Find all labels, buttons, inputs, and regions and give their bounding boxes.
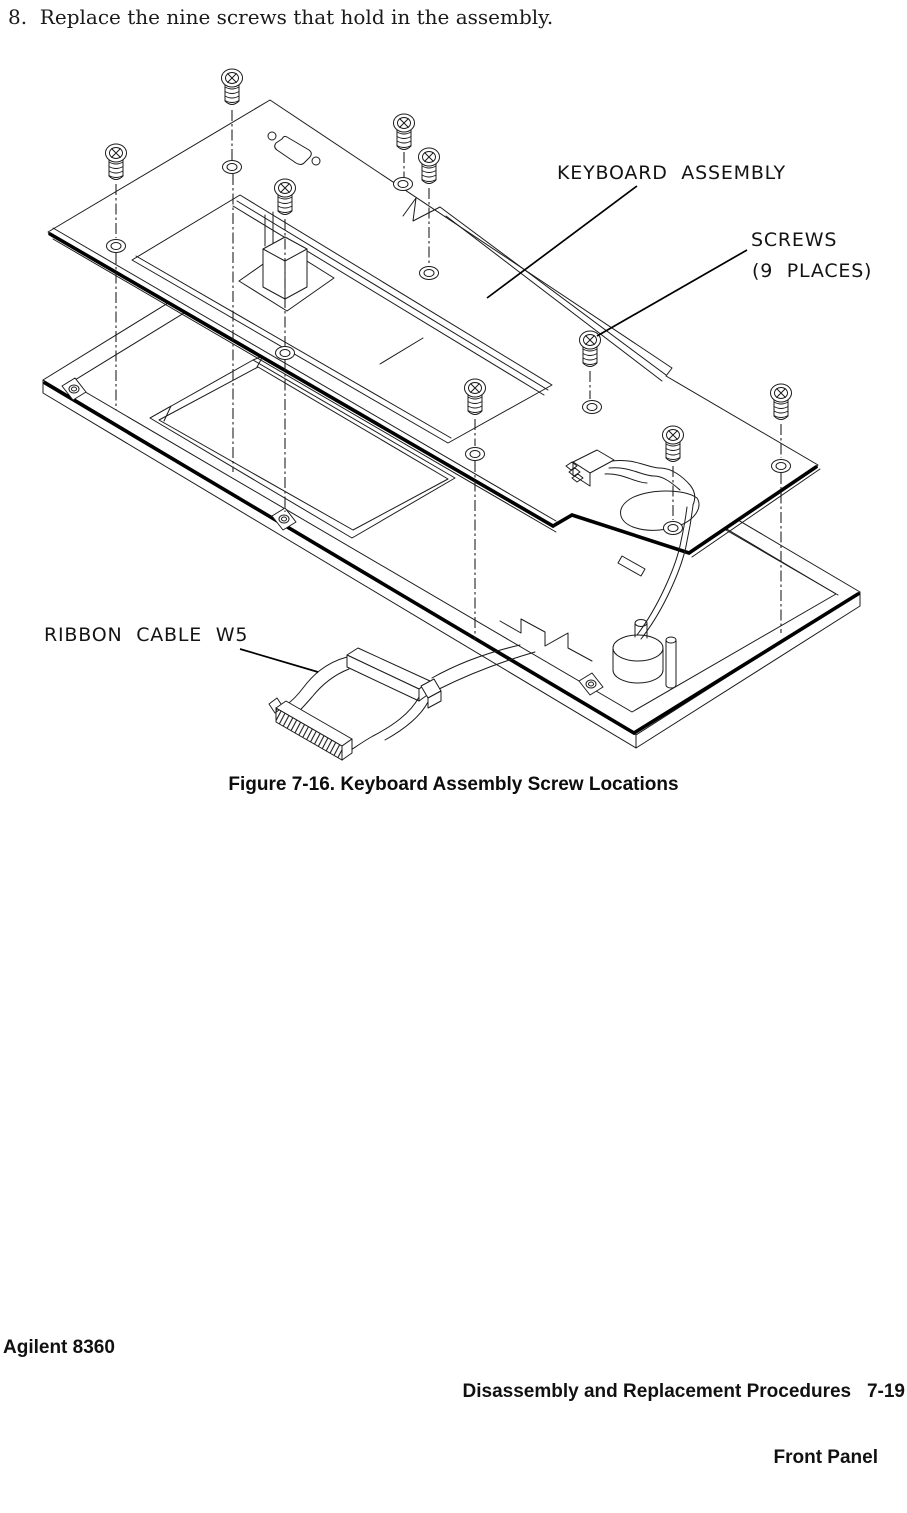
screw-hole-3: [420, 267, 439, 280]
screws-places-label: (9 PLACES): [752, 260, 873, 282]
screw-4: [106, 144, 127, 180]
screws-leader-line: [597, 250, 747, 336]
screw-hole-1: [223, 161, 242, 174]
footer-section: [463, 1337, 905, 1513]
screw-hole-5: [276, 347, 295, 360]
footer-subsection: Front Panel: [773, 1447, 878, 1468]
screw-hole-9: [772, 460, 791, 473]
screw-hole-4: [107, 240, 126, 253]
screw-2: [394, 114, 415, 150]
ribbon-cable-leader-line: [240, 649, 318, 672]
screw-8: [663, 426, 684, 462]
ribbon-cable-label: RIBBON CABLE W5: [44, 624, 249, 646]
step-instruction: 8. Replace the nine screws that hold in the assembly.: [8, 5, 554, 29]
keyboard-assembly-leader-line: [487, 186, 637, 298]
screw-1: [222, 69, 243, 105]
screw-9: [771, 384, 792, 420]
screw-hole-6: [583, 401, 602, 414]
keyboard-assembly-label: KEYBOARD ASSEMBLY: [557, 162, 786, 184]
screw-3: [419, 148, 440, 184]
screw-hole-2: [394, 178, 413, 191]
screw-hole-8: [664, 522, 683, 535]
screw-hole-7: [466, 448, 485, 461]
screw-5: [275, 179, 296, 215]
screw-7: [465, 379, 486, 415]
figure-caption: Figure 7-16. Keyboard Assembly Screw Locations: [228, 774, 679, 795]
footer-model: Agilent 8360: [3, 1337, 115, 1358]
screws-label: SCREWS: [751, 229, 838, 251]
footer-chapter-page: Disassembly and Replacement Procedures 7-19: [462, 1381, 905, 1402]
